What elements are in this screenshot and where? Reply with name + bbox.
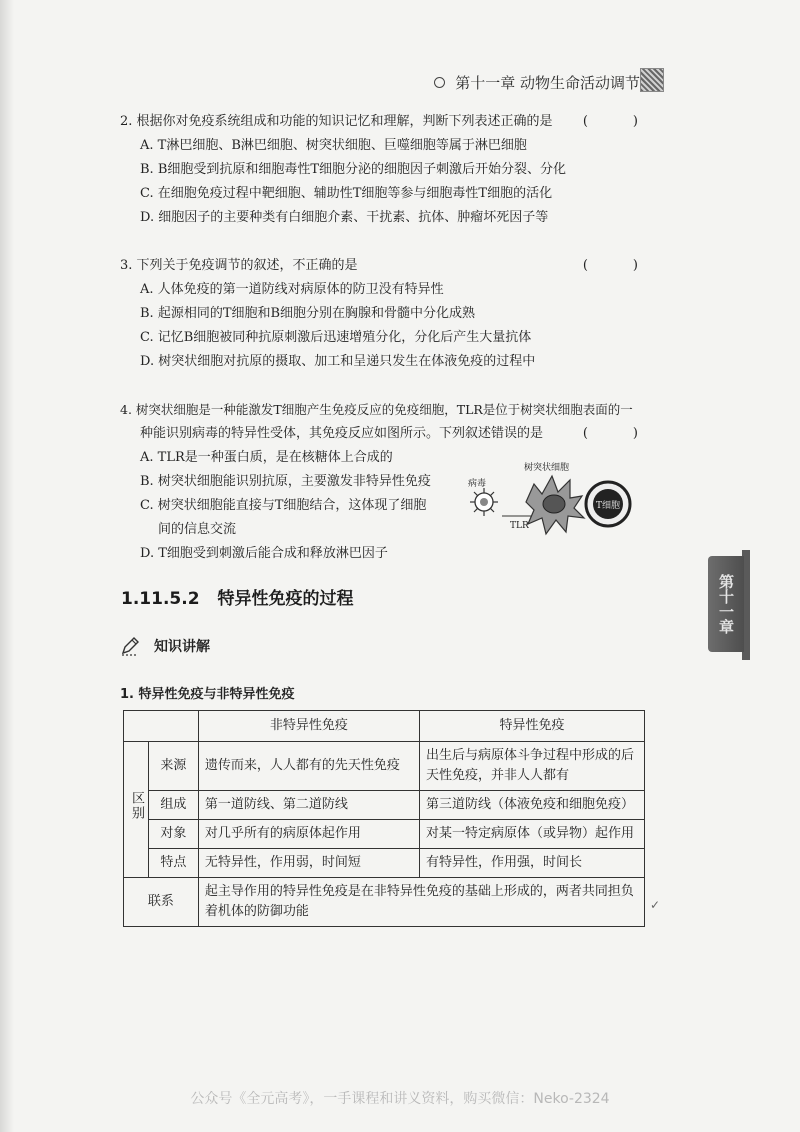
cell-specific: 对某一特定病原体（或异物）起作用: [419, 820, 644, 849]
option-c: C. 树突状细胞能直接与T细胞结合，这体现了细胞: [140, 498, 427, 513]
question-2: [120, 110, 660, 230]
group-label-cell: [124, 742, 149, 878]
t-cell-label: T细胞: [595, 501, 621, 511]
virus-label: 病毒: [468, 479, 487, 489]
circle-bullet-icon: [434, 77, 445, 88]
relation-label: 联系: [124, 878, 199, 927]
option-b: B. 起源相同的T细胞和B细胞分别在胸腺和骨髓中分化成熟: [140, 306, 476, 321]
question-3-stem: [120, 254, 660, 278]
section-heading: [121, 584, 353, 609]
cell-specific: 出生后与病原体斗争过程中形成的后天性免疫，并非人人都有: [419, 742, 644, 791]
option-d: D. 细胞因子的主要种类有白细胞介素、干扰素、抗体、肿瘤坏死因子等: [140, 210, 549, 225]
question-4-stem: [120, 398, 654, 446]
footer-watermark: 公众号《全元高考》，一手课程和讲义资料，购买微信：Neko-2324: [190, 1091, 610, 1107]
knowledge-heading: [120, 636, 210, 656]
table-row: [124, 742, 645, 791]
knowledge-label: 知识讲解: [154, 639, 210, 655]
chapter-side-tab: 第十一章: [708, 556, 744, 652]
relation-text: 起主导作用的特异性免疫是在非特异性免疫的基础上形成的，两者共同担负着机体的防御功能: [198, 878, 644, 927]
check-mark-icon: ✓: [650, 898, 661, 912]
question-2-text: 2. 根据你对免疫系统组成和功能的知识记忆和理解，判断下列表述正确的是: [120, 114, 553, 129]
row-label: 对象: [149, 820, 199, 849]
cell-nonspecific: 无特异性，作用弱，时间短: [198, 849, 419, 878]
option-c: C. 记忆B细胞被同种抗原刺激后迅速增殖分化，分化后产生大量抗体: [140, 330, 532, 345]
cell-nonspecific: 对几乎所有的病原体起作用: [198, 820, 419, 849]
option-d: D. T细胞受到刺激后能合成和释放淋巴因子: [140, 546, 388, 561]
comparison-table: [123, 710, 645, 927]
tlr-label: TLR: [510, 521, 529, 531]
option-b: B. 树突状细胞能识别抗原，主要激发非特异性免疫: [140, 474, 431, 489]
table-row: [124, 791, 645, 820]
row-label: 来源: [149, 742, 199, 791]
table-relation-row: [124, 878, 645, 927]
answer-bracket: ( ): [582, 426, 654, 441]
option-c-cont: 间的信息交流: [158, 522, 237, 537]
immune-diagram: [462, 458, 632, 542]
option-a: A. T淋巴细胞、B淋巴细胞、树突状细胞、巨噬细胞等属于淋巴细胞: [140, 138, 527, 153]
row-label: 组成: [149, 791, 199, 820]
qr-code-icon: [640, 68, 664, 92]
cell-nonspecific: 遗传而来，人人都有的先天性免疫: [198, 742, 419, 791]
option-d: D. 树突状细胞对抗原的摄取、加工和呈递只发生在体液免疫的过程中: [140, 354, 536, 369]
group-label: 区别: [129, 791, 144, 821]
chapter-header: [434, 72, 640, 93]
header-nonspecific: 非特异性免疫: [198, 711, 419, 742]
option-a: A. 人体免疫的第一道防线对病原体的防卫没有特异性: [140, 282, 444, 297]
scan-shadow: [0, 0, 14, 1132]
virus-icon: [470, 488, 498, 516]
question-3-text: 3. 下列关于免疫调节的叙述，不正确的是: [120, 258, 358, 273]
cell-specific: 第三道防线（体液免疫和细胞免疫）: [419, 791, 644, 820]
dendritic-label: 树突状细胞: [524, 463, 570, 473]
question-4-text-line1: 4. 树突状细胞是一种能激发T细胞产生免疫反应的免疫细胞，TLR是位于树突状细胞表面的一: [120, 402, 633, 417]
cell-nonspecific: 第一道防线、第二道防线: [198, 791, 419, 820]
answer-bracket: ( ): [582, 114, 654, 129]
subheading: 1. 特异性免疫与非特异性免疫: [120, 687, 295, 702]
table-row: [124, 849, 645, 878]
table-row: [124, 820, 645, 849]
section-number: 1.11.5.2: [121, 589, 200, 609]
table-header-row: [124, 711, 645, 742]
table-corner-cell: [124, 711, 199, 742]
question-4-text-line2: 种能识别病毒的特异性受体，其免疫反应如图所示。下列叙述错误的是: [140, 426, 544, 441]
option-a: A. TLR是一种蛋白质，是在核糖体上合成的: [140, 450, 393, 465]
pen-icon: [120, 636, 140, 656]
answer-bracket: ( ): [582, 258, 654, 273]
option-c: C. 在细胞免疫过程中靶细胞、辅助性T细胞等参与细胞毒性T细胞的活化: [140, 186, 553, 201]
question-2-stem: [120, 110, 660, 134]
option-b: B. B细胞受到抗原和细胞毒性T细胞分泌的细胞因子刺激后开始分裂、分化: [140, 162, 567, 177]
cell-specific: 有特异性，作用强，时间长: [419, 849, 644, 878]
header-specific: 特异性免疫: [419, 711, 644, 742]
section-title: 特异性免疫的过程: [217, 589, 354, 609]
chapter-title: 第十一章 动物生命活动调节: [455, 74, 640, 92]
question-3: [120, 254, 660, 374]
dendritic-cell-icon: [526, 476, 584, 534]
row-label: 特点: [149, 849, 199, 878]
